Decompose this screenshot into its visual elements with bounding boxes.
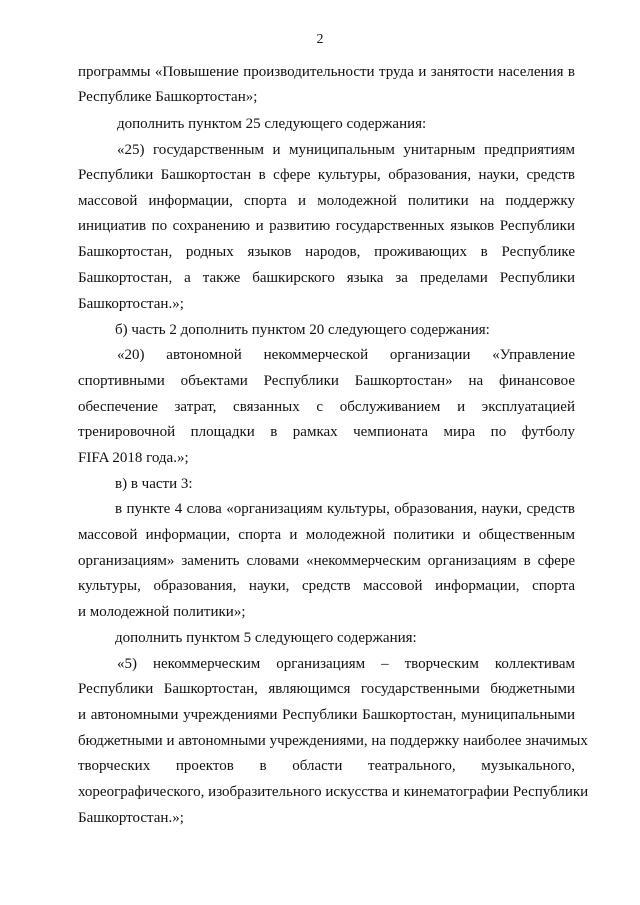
text-line: Башкортостан.»; <box>78 296 184 312</box>
text-line: «5) некоммерческим организациям – творческим коллективам <box>117 656 575 672</box>
text-line: спортивными объектами Республики Башкортостан» на финансовое <box>78 373 575 389</box>
text-line: Республике Башкортостан»; <box>78 89 258 105</box>
text-line: б) часть 2 дополнить пунктом 20 следующего содержания: <box>115 322 490 338</box>
text-line: обеспечение затрат, связанных с обслуживанием и эксплуатацией <box>78 399 575 415</box>
text-line: Башкортостан, а также башкирского языка за пределами Республики <box>78 270 575 286</box>
text-line: массовой информации, спорта и молодежной политики и общественным <box>78 527 575 543</box>
text-line: творческих проектов в области театрального, музыкального, <box>78 758 575 774</box>
text-line: инициатив по сохранению и развитию государственных языков Республики <box>78 218 575 234</box>
text-line: культуры, образования, науки, средств массовой информации, спорта <box>78 578 575 594</box>
text-line: бюджетными и автономными учреждениями, на поддержку наиболее значимых <box>78 733 588 749</box>
text-line: в пункте 4 слова «организациям культуры, образования, науки, средств <box>115 501 575 517</box>
text-line: в) в части 3: <box>115 476 193 492</box>
text-line: Башкортостан, родных языков народов, проживающих в Республике <box>78 244 575 260</box>
page-number: 2 <box>316 32 324 47</box>
text-line: Республики Башкортостан, являющимся государственными бюджетными <box>78 681 575 697</box>
text-line: «20) автономной некоммерческой организации «Управление <box>117 347 575 363</box>
text-line: хореографического, изобразительного искусства и кинематографии Республики <box>78 784 589 800</box>
text-line: дополнить пунктом 25 следующего содержания: <box>117 116 427 132</box>
text-line: FIFA 2018 года.»; <box>78 450 189 466</box>
text-line: и автономными учреждениями Республики Башкортостан, муниципальными <box>78 707 575 723</box>
text-line: тренировочной площадки в рамках чемпионата мира по футболу <box>78 424 575 440</box>
text-line: Башкортостан.»; <box>78 810 184 826</box>
text-line: и молодежной политики»; <box>78 604 246 620</box>
text-line: массовой информации, спорта и молодежной политики на поддержку <box>78 193 575 209</box>
text-line: программы «Повышение производительности труда и занятости населения в <box>78 64 575 80</box>
text-line: Республики Башкортостан в сфере культуры, образования, науки, средств <box>78 167 575 183</box>
text-line: организациям» заменить словами «некоммерческим организациям в сфере <box>78 553 575 569</box>
text-line: «25) государственным и муниципальным унитарным предприятиям <box>117 142 575 158</box>
text-line: дополнить пунктом 5 следующего содержания: <box>115 630 417 646</box>
